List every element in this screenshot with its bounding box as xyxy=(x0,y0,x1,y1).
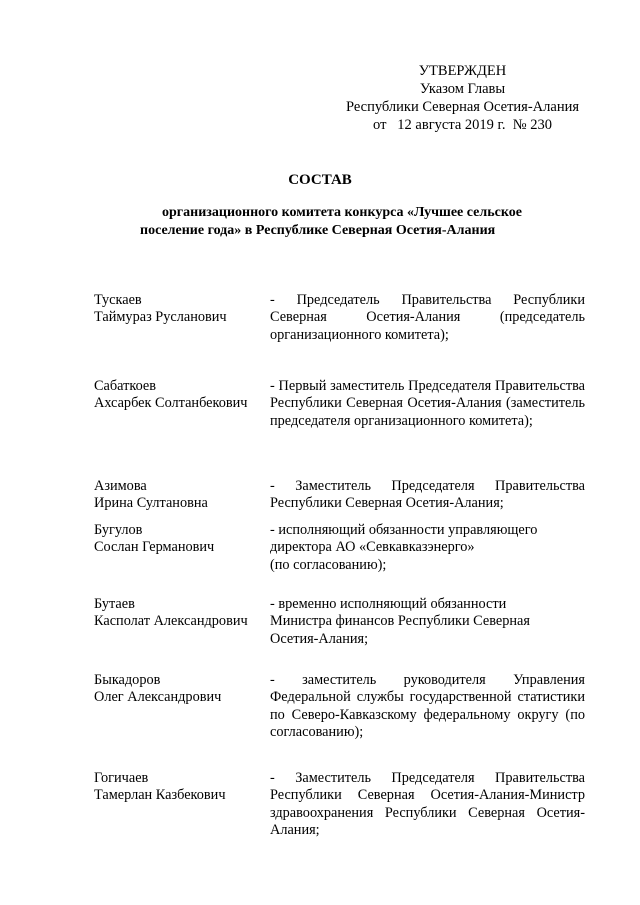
member-given-names: Ирина Султановна xyxy=(94,495,208,512)
member-name xyxy=(94,596,264,631)
member-surname: Сабаткоев xyxy=(94,378,157,394)
document-title: СОСТАВ xyxy=(288,172,352,188)
document-subtitle xyxy=(140,204,560,240)
approval-line: Указом Главы xyxy=(419,81,506,97)
member-role xyxy=(270,596,585,648)
member-role xyxy=(270,522,585,574)
member-name xyxy=(94,672,264,707)
member-role-line: - временно исполняющий обязанности xyxy=(270,596,507,612)
member-name xyxy=(94,770,264,805)
member-given-names: Касполат Александрович xyxy=(94,613,248,630)
member-role: - заместитель руководителя Управления Федеральной службы государственной статистики по Северо-Кавказскому федеральному округу (по согласованию); xyxy=(270,672,585,740)
member-surname: Тускаев xyxy=(94,292,142,308)
member-role-line: (по согласованию); xyxy=(270,556,387,573)
member-surname: Быкадоров xyxy=(94,672,161,688)
member-given-names: Олег Александрович xyxy=(94,689,222,706)
member-surname: Азимова xyxy=(94,478,147,494)
member-role-line: директора АО «Севкавказэнерго» xyxy=(270,539,475,556)
member-given-names: Таймураз Русланович xyxy=(94,309,227,326)
member-surname: Гогичаев xyxy=(94,770,149,786)
member-given-names: Тамерлан Казбекович xyxy=(94,787,226,804)
member-name xyxy=(94,292,264,327)
member-given-names: Ахсарбек Солтанбекович xyxy=(94,395,248,412)
member-role-line: Осетия-Алания; xyxy=(270,630,369,647)
member-name xyxy=(94,378,264,413)
member-role: - Заместитель Председателя Правительства Республики Северная Осетия-Алания; xyxy=(270,478,585,512)
member-role-line: - исполняющий обязанности управляющего xyxy=(270,522,538,538)
approval-line: от 12 августа 2019 г. № 230 xyxy=(373,117,552,133)
approval-stamp xyxy=(330,62,595,134)
subtitle-line: организационного комитета конкурса «Лучшее сельское xyxy=(162,205,522,220)
member-role: - Заместитель Председателя Правительства Республики Северная Осетия-Алания-Министр здравоохранения Республики Северная Осетия-Алания; xyxy=(270,770,585,838)
member-name xyxy=(94,478,264,513)
member-given-names: Сослан Германович xyxy=(94,539,215,556)
subtitle-line: поселение года» в Республике Северная Осетия-Алания xyxy=(140,223,496,238)
approval-line: Республики Северная Осетия-Алания xyxy=(345,99,580,115)
member-role: - Председатель Правительства Республики Северная Осетия-Алания (председатель организационного комитета); xyxy=(270,292,585,343)
approval-line: УТВЕРЖДЕН xyxy=(418,63,507,79)
member-role: - Первый заместитель Председателя Правительства Республики Северная Осетия-Алания (заместитель председателя организационного комитета); xyxy=(270,378,585,429)
member-surname: Бутаев xyxy=(94,596,135,612)
member-name xyxy=(94,522,264,557)
member-role-line: Министра финансов Республики Северная xyxy=(270,613,530,630)
member-surname: Бугулов xyxy=(94,522,143,538)
